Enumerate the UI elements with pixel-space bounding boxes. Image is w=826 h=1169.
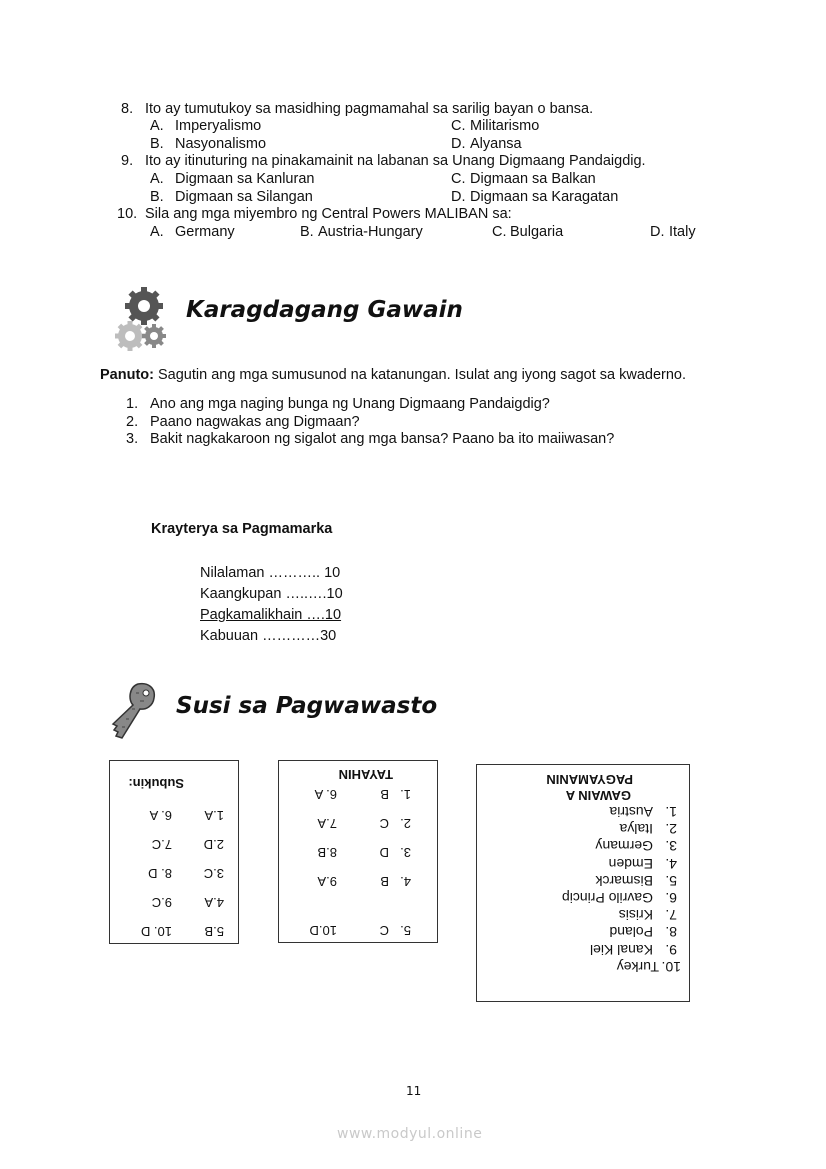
choice-letter: C.	[492, 224, 507, 240]
answer-item: Bismarck	[595, 872, 653, 889]
answer-item: Krisis	[618, 907, 653, 924]
rubric-row: Nilalaman ……….. 10	[200, 565, 341, 581]
page-number: 11	[406, 1084, 422, 1098]
choice-letter: D.	[451, 136, 466, 152]
answer-key-title: TAYAHIN	[338, 767, 393, 782]
rubric-row-total: Kabuuan …………30	[200, 628, 337, 644]
answer-item: B	[380, 787, 389, 802]
answer-item: D	[379, 845, 389, 860]
question-text: Ito ay itinuturing na pinakamainit na labanan sa Unang Digmaang Pandaigdig.	[145, 153, 646, 169]
answer-item-number: 2.	[665, 821, 677, 838]
answer-item: 9.C	[151, 895, 172, 910]
key-icon	[108, 682, 158, 744]
answer-item: Turkey	[616, 958, 659, 975]
choice-letter: B.	[150, 189, 164, 205]
gears-icon	[114, 284, 166, 354]
answer-key-subtitle: GAWAIN A	[565, 788, 631, 803]
answer-item: 6. A	[149, 808, 172, 823]
choice-text: Imperyalismo	[175, 118, 262, 134]
choice-letter: D.	[451, 189, 466, 205]
answer-item: Poland	[609, 924, 653, 941]
answer-key-pagyamanin	[476, 764, 690, 1002]
question-number: 8.	[121, 101, 134, 117]
list-item-number: 1.	[126, 396, 139, 412]
answer-item-number: 6.	[665, 890, 677, 906]
panuto-text: Sagutin ang mga sumusunod na katanungan. Isulat ang iyong sagot sa kwaderno.	[158, 367, 687, 383]
list-item-number: 3.	[126, 431, 139, 447]
choice-letter: D.	[650, 224, 665, 240]
choice-letter: C.	[451, 171, 466, 187]
rubric-row: Pagkamalikhain ….10	[200, 607, 342, 623]
answer-item: Germany	[595, 838, 653, 855]
answer-item: C	[379, 923, 389, 938]
choice-letter: B.	[300, 224, 314, 240]
answer-item-number: 5.	[665, 872, 677, 889]
list-item: Bakit nagkakaroon ng sigalot ang mga bansa? Paano ba ito maiiwasan?	[150, 431, 615, 447]
answer-item-number: 3.	[665, 838, 677, 855]
rubric-row: Kaangkupan …..….10	[200, 586, 343, 602]
answer-item: 5.B	[204, 924, 224, 939]
panuto-label: Panuto:	[100, 367, 154, 383]
choice-text: Germany	[175, 224, 235, 240]
choice-text: Bulgaria	[510, 224, 564, 240]
answer-item-number: 3.	[400, 845, 411, 860]
answer-item-number: 1.	[400, 787, 411, 802]
choice-text: Digmaan sa Kanluran	[175, 171, 315, 187]
answer-item: 6. A	[314, 787, 337, 802]
section-title-karagdagang-gawain: Karagdagang Gawain	[186, 297, 463, 323]
choice-text: Digmaan sa Karagatan	[470, 189, 619, 205]
rubric-title: Krayterya sa Pagmamarka	[151, 521, 333, 537]
choice-text: Digmaan sa Balkan	[470, 171, 596, 187]
answer-item: Italya	[619, 821, 653, 838]
answer-item-number: 4.	[665, 855, 677, 872]
answer-item: C	[379, 816, 389, 831]
choice-letter: C.	[451, 118, 466, 134]
answer-item: B	[380, 874, 389, 889]
answer-item: 9.A	[317, 874, 337, 889]
answer-key-subukin	[109, 760, 239, 944]
question-number: 9.	[121, 153, 134, 169]
answer-item: 8.B	[317, 845, 337, 860]
answer-item-number: 9.	[665, 941, 677, 958]
answer-item-number: 4.	[400, 874, 411, 889]
list-item: Paano nagwakas ang Digmaan?	[150, 414, 360, 430]
question-text: Sila ang mga miyembro ng Central Powers MALIBAN sa:	[145, 206, 512, 222]
answer-item: 7.C	[151, 837, 172, 852]
answer-item: 10.D	[309, 923, 337, 938]
answer-item: 1.A	[204, 808, 224, 823]
answer-item: Emden	[608, 855, 653, 872]
answer-item: Kanal Kiel	[589, 941, 653, 958]
answer-key-title: Subukin:	[128, 776, 184, 791]
choice-text: Militarismo	[470, 118, 540, 134]
answer-item: Gavrilo Princip	[561, 890, 653, 906]
choice-text: Alyansa	[470, 136, 522, 152]
answer-item: 8. D	[148, 866, 172, 881]
list-item-number: 2.	[126, 414, 139, 430]
answer-item: Austria	[609, 804, 653, 820]
choice-letter: A.	[150, 224, 164, 240]
panuto	[100, 367, 686, 385]
answer-item: 10. D	[140, 924, 172, 939]
question-text: Ito ay tumutukoy sa masidhing pagmamahal sa sarilig bayan o bansa.	[145, 101, 594, 117]
question-number: 10.	[117, 206, 138, 222]
answer-item-number: 5.	[400, 923, 411, 938]
answer-item: 4.A	[204, 895, 224, 910]
answer-item-number: 7.	[665, 907, 677, 924]
answer-item: 7.A	[317, 816, 337, 831]
answer-item-number: 10.	[661, 958, 681, 975]
list-item: Ano ang mga naging bunga ng Unang Digmaang Pandaigdig?	[150, 396, 550, 412]
choice-text: Digmaan sa Silangan	[175, 189, 313, 205]
choice-text: Nasyonalismo	[175, 136, 267, 152]
answer-item-number: 2.	[400, 816, 411, 831]
choice-letter: A.	[150, 118, 164, 134]
answer-item-number: 8.	[665, 924, 677, 941]
section-title-susi: Susi sa Pagwawasto	[176, 693, 438, 719]
watermark: www.modyul.online	[337, 1126, 483, 1142]
answer-key-tayahin	[278, 760, 438, 943]
answer-item-number: 1.	[665, 804, 677, 820]
answer-item: 3.C	[203, 866, 224, 881]
choice-letter: A.	[150, 171, 164, 187]
choice-text: Italy	[669, 224, 696, 240]
answer-item: 2.D	[203, 837, 224, 852]
answer-key-title: PAGYAMANIN	[546, 772, 633, 787]
choice-letter: B.	[150, 136, 164, 152]
choice-text: Austria-Hungary	[318, 224, 423, 240]
